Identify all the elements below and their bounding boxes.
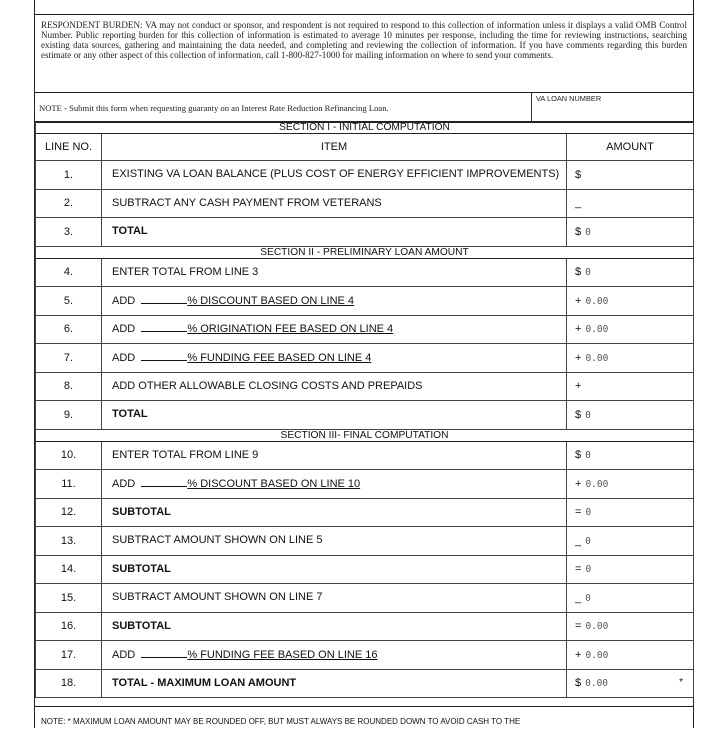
table-row	[36, 555, 694, 584]
amount-field[interactable]	[567, 344, 694, 373]
amount-value: 0	[585, 535, 591, 547]
percent-blank-field[interactable]	[141, 322, 187, 332]
amount-symbol: +	[575, 323, 582, 336]
col-line-header: LINE NO.	[36, 134, 102, 161]
table-row	[36, 401, 694, 430]
amount-value: 0	[585, 409, 591, 421]
line-item	[102, 315, 567, 344]
line-number: 15.	[36, 584, 102, 613]
table-row	[36, 372, 694, 401]
line-number: 12.	[36, 498, 102, 527]
line-number: 10.	[36, 441, 102, 470]
amount-symbol: $	[575, 677, 582, 690]
section-header-row	[36, 122, 694, 134]
amount-field[interactable]	[567, 641, 694, 670]
amount-value: 0	[585, 507, 592, 519]
amount-symbol: =	[575, 620, 582, 633]
amount-field[interactable]	[567, 258, 694, 287]
amount-value: 0.00	[585, 324, 609, 336]
line-number: 7.	[36, 344, 102, 373]
line-item	[102, 641, 567, 670]
amount-field[interactable]	[567, 401, 694, 430]
line-number: 14.	[36, 555, 102, 584]
item-suffix: % DISCOUNT BASED ON LINE 10	[187, 477, 361, 490]
table-row	[36, 441, 694, 470]
amount-value: 0	[585, 564, 592, 576]
table-row	[36, 161, 694, 190]
va-loan-number-label: VA LOAN NUMBER	[536, 94, 602, 103]
amount-symbol: _	[575, 197, 582, 210]
line-number: 4.	[36, 258, 102, 287]
item-suffix: % DISCOUNT BASED ON LINE 4	[187, 294, 355, 307]
line-number: 17.	[36, 641, 102, 670]
item-prefix: ADD	[112, 323, 136, 336]
table-row	[36, 189, 694, 218]
amount-value: 0	[585, 450, 591, 462]
line-number: 3.	[36, 218, 102, 247]
line-item	[102, 287, 567, 316]
table-row	[36, 287, 694, 316]
amount-value: 0.00	[585, 649, 609, 661]
line-number: 5.	[36, 287, 102, 316]
line-number: 16.	[36, 612, 102, 641]
amount-field[interactable]	[567, 555, 694, 584]
amount-value: 0	[585, 226, 591, 238]
amount-field[interactable]	[567, 441, 694, 470]
section-header-row	[36, 246, 694, 258]
line-item	[102, 470, 567, 499]
line-item: SUBTRACT AMOUNT SHOWN ON LINE 7	[102, 584, 567, 613]
line-number: 18.	[36, 669, 102, 698]
line-number: 2.	[36, 189, 102, 218]
line-number: 1.	[36, 161, 102, 190]
line-item: SUBTRACT ANY CASH PAYMENT FROM VETERANS	[102, 189, 567, 218]
footnote-box	[35, 706, 693, 729]
rounding-asterisk: *	[679, 677, 683, 689]
respondent-burden-statement: RESPONDENT BURDEN: VA may not conduct or sponsor, and respondent is not required to respond to this collection of information unless it displays a valid OMB Control Number. Public reporting burden for this collection of information is estimated to average 10 minutes per response, including the time for reviewing instructions, searching existing data sources, gathering and maintaining the data needed, and completing and reviewing the collection of information. If you have comments regarding this burden estimate or any other aspect of this collection of information, call 1-800-827-1000 for mailing information on where to send your comments.	[41, 20, 687, 60]
table-row	[36, 344, 694, 373]
va-loan-number-field[interactable]	[531, 92, 693, 123]
percent-blank-field[interactable]	[141, 648, 187, 658]
amount-symbol: $	[575, 408, 582, 421]
line-item: SUBTOTAL	[102, 498, 567, 527]
computation-table	[35, 121, 694, 698]
percent-blank-field[interactable]	[141, 294, 187, 304]
amount-symbol: _	[575, 534, 582, 547]
amount-symbol: $	[575, 225, 582, 238]
amount-symbol: +	[575, 294, 582, 307]
form-top-bar	[35, 0, 693, 15]
amount-value: 0.00	[585, 295, 609, 307]
submission-note: NOTE - Submit this form when requesting guaranty on an Interest Rate Reduction Refinancing Loan.	[39, 103, 389, 113]
col-item-header: ITEM	[102, 134, 567, 161]
col-amount-header: AMOUNT	[567, 134, 694, 161]
table-row	[36, 669, 694, 698]
amount-field[interactable]	[567, 372, 694, 401]
amount-field[interactable]	[567, 287, 694, 316]
item-suffix: % ORIGINATION FEE BASED ON LINE 4	[187, 323, 394, 336]
line-item: TOTAL	[102, 401, 567, 430]
amount-value: 0.00	[585, 478, 609, 490]
table-row	[36, 641, 694, 670]
amount-field[interactable]	[567, 218, 694, 247]
line-item: SUBTOTAL	[102, 555, 567, 584]
va-irrrl-worksheet-form	[34, 0, 694, 728]
line-item	[102, 344, 567, 373]
section-2-title: SECTION II - PRELIMINARY LOAN AMOUNT	[36, 246, 694, 258]
item-prefix: ADD	[112, 648, 136, 661]
amount-field[interactable]	[567, 189, 694, 218]
table-row	[36, 612, 694, 641]
amount-field[interactable]	[567, 470, 694, 499]
amount-symbol: +	[575, 351, 582, 364]
amount-symbol: +	[575, 477, 582, 490]
item-prefix: ADD	[112, 477, 136, 490]
amount-symbol: +	[575, 380, 582, 393]
submission-note-box	[35, 92, 531, 123]
table-row	[36, 498, 694, 527]
line-item: SUBTRACT AMOUNT SHOWN ON LINE 5	[102, 527, 567, 556]
column-header-row	[36, 134, 694, 161]
line-item: ENTER TOTAL FROM LINE 3	[102, 258, 567, 287]
table-row	[36, 258, 694, 287]
percent-blank-field[interactable]	[141, 477, 187, 487]
line-number: 8.	[36, 372, 102, 401]
line-number: 11.	[36, 470, 102, 499]
section-3-title: SECTION III- FINAL COMPUTATION	[36, 429, 694, 441]
amount-symbol: +	[575, 648, 582, 661]
item-prefix: ADD	[112, 294, 136, 307]
amount-field[interactable]	[567, 669, 694, 698]
line-number: 6.	[36, 315, 102, 344]
table-row	[36, 584, 694, 613]
amount-field[interactable]	[567, 584, 694, 613]
amount-value: 0.00	[585, 678, 609, 690]
table-row	[36, 527, 694, 556]
amount-field[interactable]	[567, 498, 694, 527]
section-1-title: SECTION I - INITIAL COMPUTATION	[36, 122, 694, 134]
line-item: SUBTOTAL	[102, 612, 567, 641]
amount-symbol: $	[575, 449, 582, 462]
amount-field[interactable]	[567, 315, 694, 344]
item-prefix: ADD	[112, 351, 136, 364]
line-item: EXISTING VA LOAN BALANCE (PLUS COST OF ENERGY EFFICIENT IMPROVEMENTS)	[102, 161, 567, 190]
table-row	[36, 470, 694, 499]
amount-field[interactable]	[567, 161, 694, 190]
amount-field[interactable]	[567, 527, 694, 556]
line-item: TOTAL	[102, 218, 567, 247]
table-row	[36, 218, 694, 247]
amount-field[interactable]	[567, 612, 694, 641]
amount-value: 0.00	[585, 621, 609, 633]
amount-symbol: $	[575, 168, 582, 181]
percent-blank-field[interactable]	[141, 351, 187, 361]
amount-value: 0.00	[585, 352, 609, 364]
line-number: 13.	[36, 527, 102, 556]
amount-symbol: =	[575, 506, 582, 519]
line-item: TOTAL - MAXIMUM LOAN AMOUNT	[102, 669, 567, 698]
line-number: 9.	[36, 401, 102, 430]
section-header-row	[36, 429, 694, 441]
item-suffix: % FUNDING FEE BASED ON LINE 16	[187, 648, 378, 661]
line-item: ADD OTHER ALLOWABLE CLOSING COSTS AND PREPAIDS	[102, 372, 567, 401]
line-item: ENTER TOTAL FROM LINE 9	[102, 441, 567, 470]
amount-symbol: =	[575, 563, 582, 576]
amount-value: 0	[585, 267, 591, 279]
item-suffix: % FUNDING FEE BASED ON LINE 4	[187, 351, 372, 364]
amount-symbol: _	[575, 591, 582, 604]
amount-value: 0	[585, 592, 591, 604]
table-row	[36, 315, 694, 344]
amount-symbol: $	[575, 266, 582, 279]
footnote-text: NOTE: * MAXIMUM LOAN AMOUNT MAY BE ROUNDED OFF, BUT MUST ALWAYS BE ROUNDED DOWN TO AVOID CASH TO THE	[41, 717, 521, 726]
